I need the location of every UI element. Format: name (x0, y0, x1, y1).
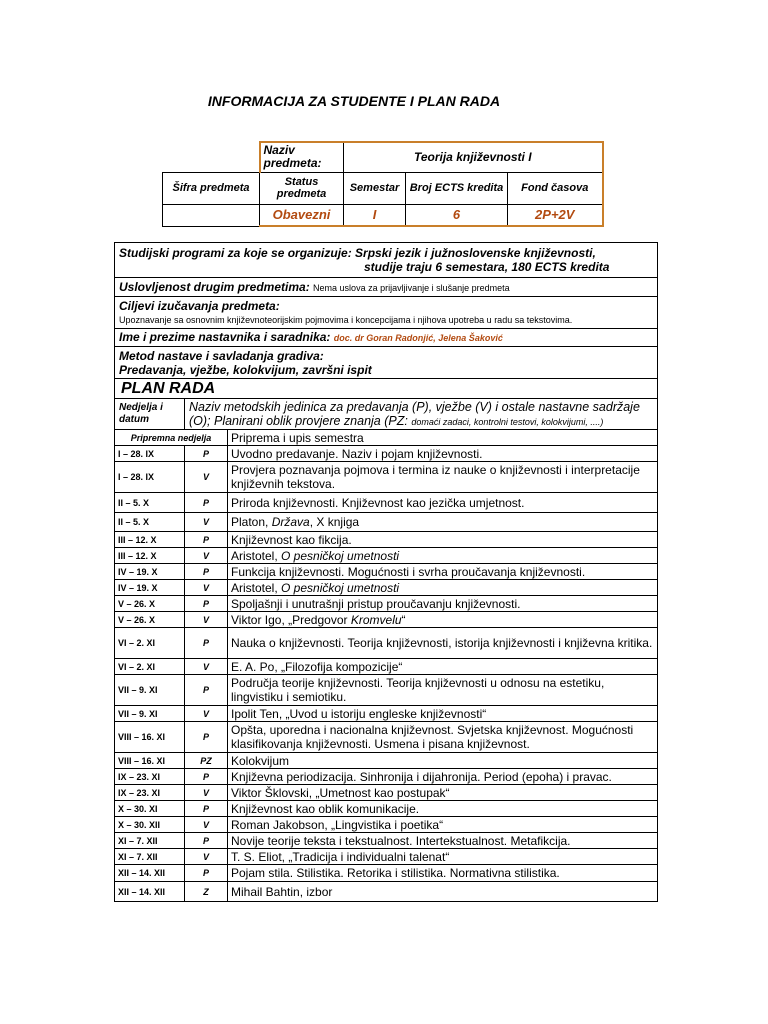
row-type: P (185, 675, 228, 706)
row-topic-work-title: O pesničkoj umetnosti (281, 580, 400, 595)
value-sifra (163, 204, 260, 226)
row-topic: Kolokvijum (228, 753, 658, 769)
row-type: V (185, 659, 228, 675)
row-topic: Uvodno predavanje. Naziv i pojam književnosti. (228, 446, 658, 462)
prerequisites-cell (115, 278, 658, 297)
row-topic: Funkcija književnosti. Mogućnosti i svrha proučavanja književnosti. (228, 564, 658, 580)
row-type: V (185, 513, 228, 532)
row-type: P (185, 532, 228, 548)
header-ects: Broj ECTS kredita (406, 172, 508, 204)
row-date: IX – 23. XI (115, 785, 185, 801)
row-topic-work-title: O pesničkoj umetnosti (281, 548, 400, 563)
plan-row (115, 612, 658, 628)
units-header-main: Naziv metodskih jedinica za predavanja (P), vježbe (V) i ostale nastavne sadržaje (O); Planirani oblik provjere znanja (PZ: (189, 399, 640, 428)
plan-row (115, 596, 658, 612)
row-topic: Provjera poznavanja pojmova i termina iz nauke o književnosti i interpretacije književnih tekstova. (228, 462, 658, 493)
row-topic: Mihail Bahtin, izbor (228, 882, 658, 902)
plan-row (115, 462, 658, 493)
row-type: Z (185, 882, 228, 902)
row-topic-text: Viktor Igo, „Predgovor (231, 612, 351, 627)
row-date: XI – 7. XII (115, 849, 185, 865)
method-cell (115, 347, 658, 379)
row-date: II – 5. X (115, 513, 185, 532)
row-date: IV – 19. X (115, 564, 185, 580)
row-type: P (185, 564, 228, 580)
row-type: P (185, 596, 228, 612)
plan-row (115, 532, 658, 548)
row-type: P (185, 493, 228, 513)
row-type: V (185, 548, 228, 564)
study-programs-line2: studije traju 6 semestara, 180 ECTS kredita (364, 260, 610, 274)
units-header-small: domaći zadaci, kontrolni testovi, kolokvijumi, ....) (411, 416, 604, 427)
row-topic-work-title: Država (271, 515, 310, 529)
row-type: V (185, 849, 228, 865)
objectives-cell (115, 297, 658, 329)
row-date: VI – 2. XI (115, 628, 185, 659)
row-type: P (185, 769, 228, 785)
row-type: V (185, 706, 228, 722)
header-status: Status predmeta (260, 172, 344, 204)
row-date: VII – 9. XI (115, 706, 185, 722)
plan-row (115, 882, 658, 902)
plan-row (115, 628, 658, 659)
row-date: IV – 19. X (115, 580, 185, 596)
plan-row (115, 769, 658, 785)
plan-rows (115, 446, 658, 902)
row-topic: Nauka o književnosti. Teorija književnosti, istorija književnosti i književna kritika. (228, 628, 658, 659)
row-type: V (185, 785, 228, 801)
row-topic-text: , X knjiga (309, 515, 360, 529)
plan-heading: PLAN RADA (115, 379, 658, 399)
course-name-label: Naziv predmeta: (260, 142, 344, 172)
plan-row (115, 659, 658, 675)
row-type: V (185, 580, 228, 596)
study-programs-cell (115, 243, 658, 278)
plan-row (115, 580, 658, 596)
row-topic: Roman Jakobson, „Lingvistika i poetika“ (228, 817, 658, 833)
row-topic: Spoljašnji i unutrašnji pristup proučavanju književnosti. (228, 596, 658, 612)
plan-row (115, 675, 658, 706)
row-topic-work-title: Kromvelu (350, 612, 402, 627)
instructors-value: doc. dr Goran Radonjić, Jelena Šaković (333, 333, 503, 343)
plan-row (115, 564, 658, 580)
row-type: P (185, 446, 228, 462)
instructors-label: Ime i prezime nastavnika i saradnika: (119, 330, 331, 344)
row-date: VII – 9. XI (115, 675, 185, 706)
plan-row (115, 801, 658, 817)
value-semestar: I (344, 204, 406, 226)
prep-week-topic: Priprema i upis semestra (228, 430, 658, 446)
prep-week-label: Pripremna nedjelja (115, 430, 228, 446)
objectives-label: Ciljevi izučavanja predmeta: (119, 298, 280, 313)
row-topic (228, 548, 658, 564)
plan-row (115, 833, 658, 849)
row-date: XII – 14. XII (115, 882, 185, 902)
row-topic: Novije teorije teksta i tekstualnost. Intertekstualnost. Metafikcija. (228, 833, 658, 849)
plan-row (115, 548, 658, 564)
header-fond: Fond časova (508, 172, 603, 204)
row-topic: Književnost kao fikcija. (228, 532, 658, 548)
row-date: IX – 23. XI (115, 769, 185, 785)
method-label: Metod nastave i savladanja gradiva: (119, 348, 324, 363)
row-topic: Opšta, uporedna i nacionalna književnost. Svjetska književnost. Mogućnosti klasifikovanja književnosti. Usmena i pisana književnost. (228, 722, 658, 753)
plan-row (115, 446, 658, 462)
row-date: III – 12. X (115, 532, 185, 548)
prerequisites-label: Uslovljenost drugim predmetima: (119, 279, 310, 294)
plan-row (115, 785, 658, 801)
row-topic: Književna periodizacija. Sinhronija i dijahronija. Period (epoha) i pravac. (228, 769, 658, 785)
row-date: V – 26. X (115, 596, 185, 612)
instructors-cell (115, 329, 658, 347)
row-topic: Ipolit Ten, „Uvod u istoriju engleske književnosti“ (228, 706, 658, 722)
row-date: X – 30. XII (115, 817, 185, 833)
objectives-value: Upoznavanje sa osnovnim književnoteorijskim pojmovima i koncepcijama i njihova upotreba u radu sa tekstovima. (119, 314, 573, 325)
row-type: P (185, 722, 228, 753)
value-status: Obavezni (260, 204, 344, 226)
row-topic-text: Platon, (231, 515, 272, 529)
row-topic: Pojam stila. Stilistika. Retorika i stilistika. Normativna stilistika. (228, 865, 658, 882)
plan-row (115, 513, 658, 532)
row-topic-text: Aristotel, (231, 548, 282, 563)
row-type: V (185, 462, 228, 493)
row-date: II – 5. X (115, 493, 185, 513)
header-sifra: Šifra predmeta (163, 172, 260, 204)
document-title: INFORMACIJA ZA STUDENTE I PLAN RADA (207, 93, 501, 109)
row-date: VI – 2. XI (115, 659, 185, 675)
plan-row (115, 753, 658, 769)
row-date: III – 12. X (115, 548, 185, 564)
row-date: V – 26. X (115, 612, 185, 628)
row-topic: E. A. Po, „Filozofija kompozicije“ (228, 659, 658, 675)
course-info-table (162, 141, 604, 227)
header-semestar: Semestar (344, 172, 406, 204)
plan-row (115, 849, 658, 865)
row-topic (228, 513, 658, 532)
row-topic: Književnost kao oblik komunikacije. (228, 801, 658, 817)
row-topic: Priroda književnosti. Književnost kao jezička umjetnost. (228, 493, 658, 513)
row-date: VIII – 16. XI (115, 722, 185, 753)
plan-row (115, 493, 658, 513)
value-fond: 2P+2V (508, 204, 603, 226)
row-date: XI – 7. XII (115, 833, 185, 849)
row-topic: T. S. Eliot, „Tradicija i individualni talenat“ (228, 849, 658, 865)
plan-row (115, 817, 658, 833)
row-topic (228, 612, 658, 628)
row-type: V (185, 817, 228, 833)
row-topic-text: “ (401, 612, 406, 627)
plan-row (115, 722, 658, 753)
units-header (185, 399, 658, 430)
row-topic: Viktor Šklovski, „Umetnost kao postupak“ (228, 785, 658, 801)
course-name-value: Teorija književnosti I (344, 142, 603, 172)
row-date: XII – 14. XII (115, 865, 185, 882)
row-type: V (185, 612, 228, 628)
plan-row (115, 865, 658, 882)
row-type: P (185, 865, 228, 882)
prerequisites-value: Nema uslova za prijavljivanje i slušanje predmeta (313, 282, 510, 293)
row-type: P (185, 801, 228, 817)
method-value: Predavanja, vježbe, kolokvijum, završni ispit (119, 362, 372, 377)
row-date: X – 30. XI (115, 801, 185, 817)
row-date: I – 28. IX (115, 462, 185, 493)
row-date: VIII – 16. XI (115, 753, 185, 769)
value-ects: 6 (406, 204, 508, 226)
row-date: I – 28. IX (115, 446, 185, 462)
plan-table (114, 242, 658, 902)
row-topic: Područja teorije književnosti. Teorija književnosti u odnosu na estetiku, lingvistiku i semiotiku. (228, 675, 658, 706)
row-type: P (185, 628, 228, 659)
week-date-header: Nedjelja i datum (115, 399, 185, 430)
row-type: P (185, 833, 228, 849)
row-topic-text: Aristotel, (231, 580, 282, 595)
study-programs-line1: Studijski programi za koje se organizuje: Srpski jezik i južnoslovenske književnosti, (119, 246, 596, 260)
row-type: PZ (185, 753, 228, 769)
row-topic (228, 580, 658, 596)
plan-row (115, 706, 658, 722)
